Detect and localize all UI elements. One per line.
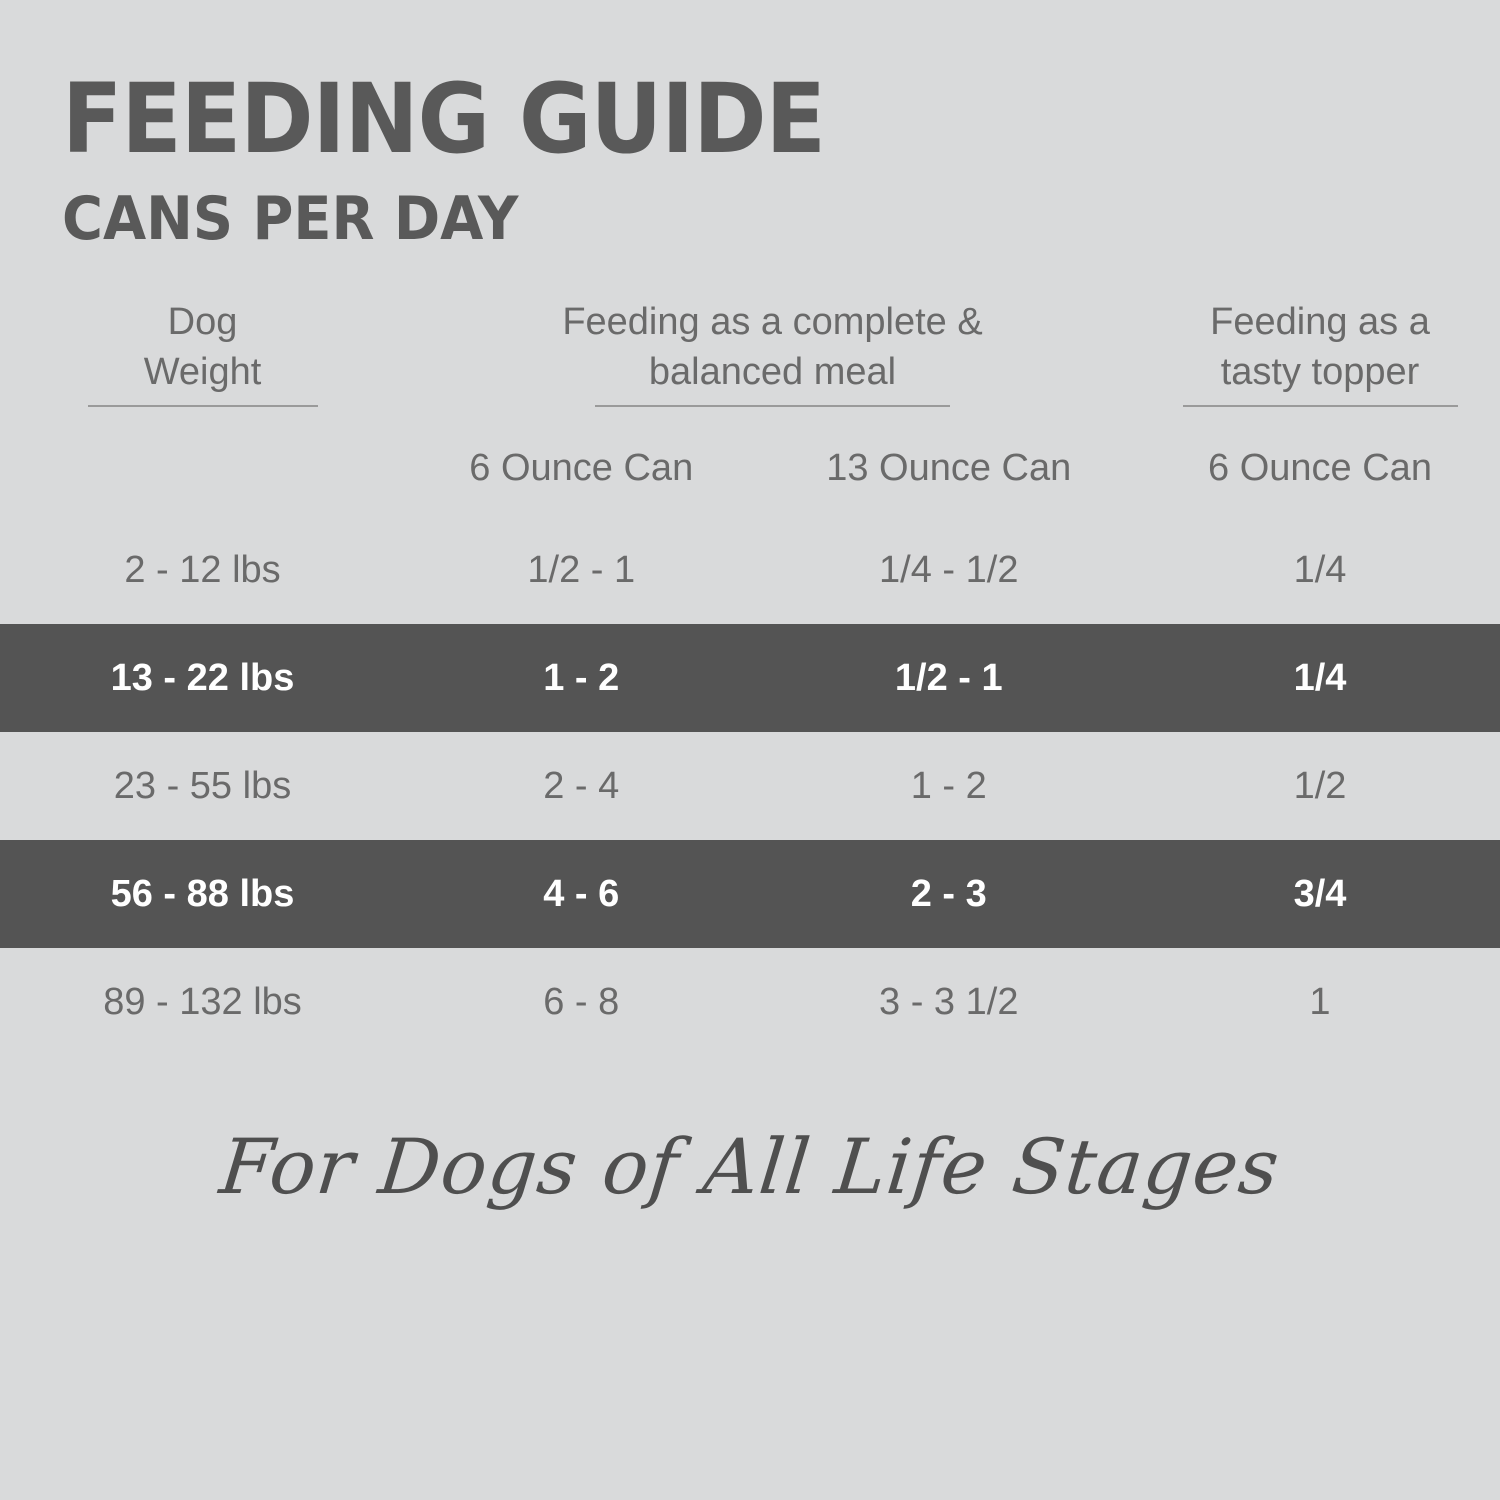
group-header-meal-line1: Feeding as a complete & [562,301,983,344]
cell-6oz-meal: 1 - 2 [543,657,620,700]
table-row [0,624,1500,732]
page-title: FEEDING GUIDE [62,63,826,175]
table-row [0,516,1500,624]
group-header-meal-line2: balanced meal [648,351,897,394]
footer-tagline: For Dogs of All Life Stages [216,1122,1284,1212]
underline-weight-wrap [0,405,405,407]
group-header-weight-line2: Weight [143,351,262,394]
table-group-header-row [0,297,1500,403]
cell-6oz-meal: 6 - 8 [543,981,620,1024]
cell-weight: 13 - 22 lbs [110,657,295,700]
title-block [0,0,1500,255]
group-header-topper [1140,297,1500,403]
group-header-meal [405,297,1140,403]
underline-topper-wrap [1140,405,1500,407]
cell-weight: 89 - 132 lbs [103,981,302,1024]
group-header-weight [0,297,405,403]
subheader-can-6oz-meal: 6 Ounce Can [469,447,694,490]
cell-weight: 2 - 12 lbs [124,549,281,592]
group-header-topper-line1: Feeding as a [1210,301,1430,344]
table-row [0,948,1500,1056]
cell-6oz-meal: 2 - 4 [543,765,620,808]
cell-6oz-topper: 1 [1309,981,1331,1024]
group-header-underlines [0,405,1500,407]
feeding-table [0,297,1500,1056]
cell-13oz-meal: 2 - 3 [910,873,987,916]
cell-weight: 23 - 55 lbs [113,765,292,808]
subheader-can-6oz-topper: 6 Ounce Can [1208,447,1432,490]
table-subheader-row [0,447,1500,490]
cell-6oz-topper: 1/4 [1293,657,1347,700]
cell-13oz-meal: 1/2 - 1 [894,657,1003,700]
underline-meal-wrap [405,405,1140,407]
table-row [0,840,1500,948]
cell-13oz-meal: 1 - 2 [910,765,987,808]
cell-6oz-meal: 4 - 6 [543,873,620,916]
page-subtitle: CANS PER DAY [62,184,519,255]
cell-13oz-meal: 3 - 3 1/2 [879,981,1019,1024]
underline-topper [1183,405,1458,407]
underline-meal [595,405,950,407]
cell-6oz-topper: 1/2 [1293,765,1347,808]
subheader-can-13oz-meal: 13 Ounce Can [826,447,1072,490]
cell-weight: 56 - 88 lbs [110,873,295,916]
cell-13oz-meal: 1/4 - 1/2 [879,549,1019,592]
group-header-weight-line1: Dog [167,301,238,344]
cell-6oz-topper: 1/4 [1293,549,1347,592]
table-row [0,732,1500,840]
group-header-topper-line2: tasty topper [1220,351,1420,394]
cell-6oz-topper: 3/4 [1293,873,1347,916]
cell-6oz-meal: 1/2 - 1 [527,549,636,592]
underline-weight [88,405,318,407]
